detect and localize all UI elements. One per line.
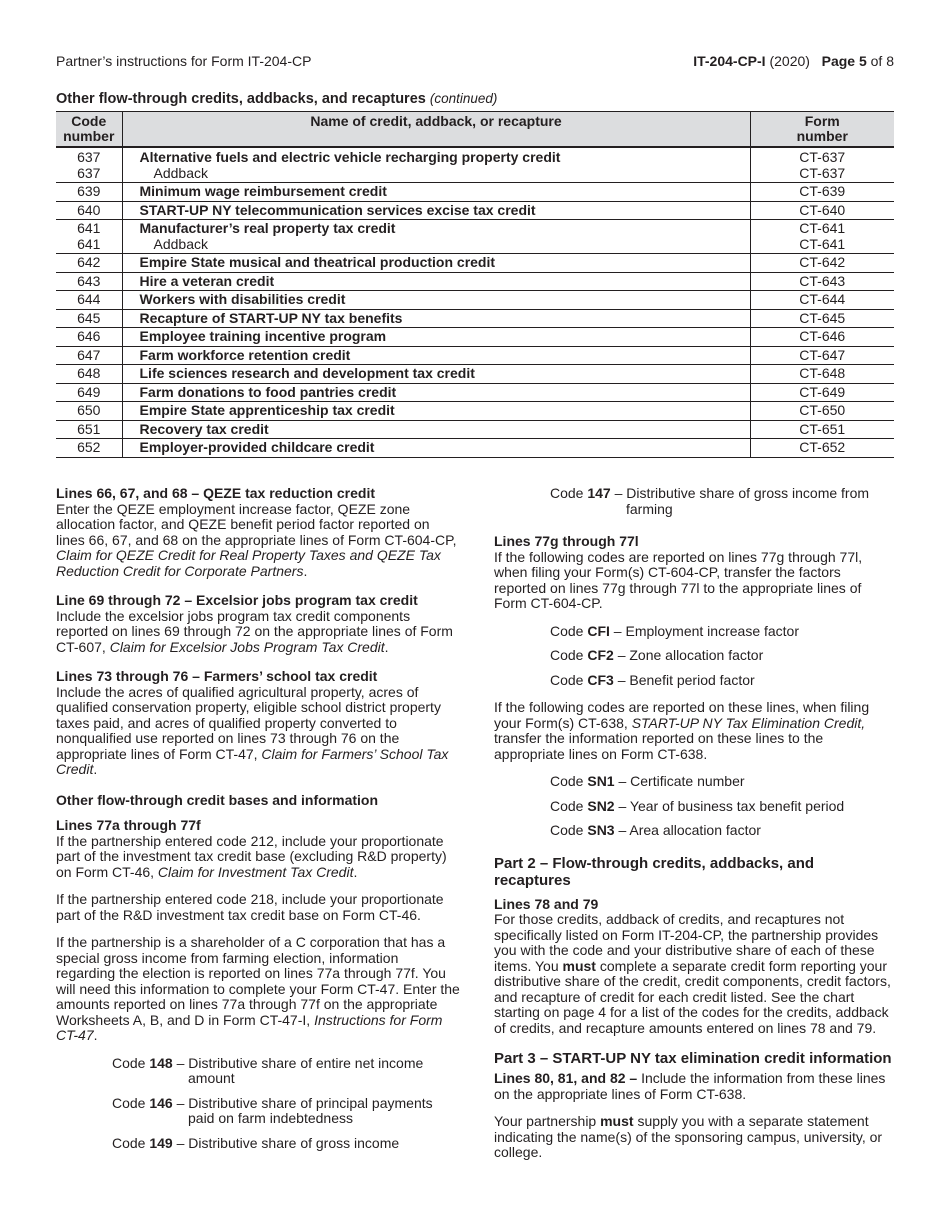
table-row — [56, 272, 894, 291]
code-cell: 645 — [56, 309, 122, 328]
col-header-code: Code number — [56, 112, 122, 148]
name-cell: Recovery tax credit — [122, 420, 750, 439]
part2-heading: Part 2 – Flow-through credits, addbacks, and recaptures — [494, 854, 815, 889]
header-page: Page 5 — [821, 53, 867, 69]
header-form-code: IT-204-CP-I — [693, 53, 766, 69]
code-item: Code 149 – Distributive share of gross income — [112, 1134, 400, 1151]
lines77g-heading: Lines 77g through 77l — [494, 533, 639, 549]
table-row — [56, 328, 894, 347]
other-heading: Other flow-through credit bases and information — [56, 791, 379, 808]
part3-heading: Part 3 – START-UP NY tax elimination credit information — [494, 1050, 892, 1067]
lines77g-paragraph: If the following codes are reported on lines 77g through 77l, when filing your Form(s) CT-604-CP, transfer the factors reported on lines 77g through 77l to the appropriate lines of Form CT-604-CP. — [494, 548, 863, 611]
code-cell: 649 — [56, 383, 122, 402]
code212-paragraph: If the partnership entered code 212, include your proportionate part of the investment tax credit base (excluding R&D property) on Form CT-46, Claim for Investment Tax Credit. — [56, 832, 447, 880]
code-cell: 644 — [56, 291, 122, 310]
form-cell: CT-639 — [750, 183, 894, 202]
table-row — [56, 402, 894, 421]
code-cell: 642 — [56, 254, 122, 273]
left-column — [56, 486, 461, 1160]
code-item: Code 146 – Distributive share of principal payments paid on farm indebtedness — [112, 1094, 433, 1126]
statement-paragraph: Your partnership must supply you with a separate statement indicating the name(s) of the sponsoring campus, university, or college. — [494, 1113, 883, 1160]
code-cell: 652 — [56, 439, 122, 458]
farm-code-list — [112, 1056, 461, 1152]
form-cell: CT-652 — [750, 439, 894, 458]
startup-paragraph: If the following codes are reported on these lines, when filing your Form(s) CT-638, START-UP NY Tax Elimination Credit, transfer the information reported on these lines to the appropriate lines on Form CT-638. — [494, 699, 870, 762]
lines78-paragraph: For those credits, addback of credits, and recaptures not specifically listed on Form IT-204-CP, the partnership provides you with the code and your distributive share of each of these items. You must complete a separate credit form reporting your distributive share of the credit, credit components, credit factors, and recapture of credit for each credit listed. See the chart starting on page 4 for a list of the codes for the credits, addback of credits, and recapture amounts entered on lines 78 and 79. — [494, 911, 891, 1036]
factor-code-item: Code CFI – Employment increase factor — [550, 622, 800, 639]
lines77a-heading: Lines 77a through 77f — [56, 817, 201, 833]
name-cell: Employee training incentive program — [122, 328, 750, 347]
table-row — [56, 291, 894, 310]
form-cell: CT-645 — [750, 309, 894, 328]
table-row — [56, 254, 894, 273]
name-cell: Empire State musical and theatrical production credit — [122, 254, 750, 273]
code-cell: 650 — [56, 402, 122, 421]
code-cell: 643 — [56, 272, 122, 291]
name-cell: Employer-provided childcare credit — [122, 439, 750, 458]
table-section-title: Other flow-through credits, addbacks, and recaptures (continued) — [56, 91, 498, 107]
excelsior-heading: Line 69 through 72 – Excelsior jobs program tax credit — [56, 592, 418, 608]
code-cell: 647 — [56, 346, 122, 365]
code-cell: 641 641 — [56, 220, 122, 254]
name-cell: Farm donations to food pantries credit — [122, 383, 750, 402]
form-cell: CT-637 CT-637 — [750, 147, 894, 183]
form-cell: CT-641 CT-641 — [750, 220, 894, 254]
code-cell: 651 — [56, 420, 122, 439]
code-cell: 639 — [56, 183, 122, 202]
form-cell: CT-651 — [750, 420, 894, 439]
table-row — [56, 220, 894, 254]
form-cell: CT-647 — [750, 346, 894, 365]
table-header-row — [56, 112, 894, 148]
form-cell: CT-648 — [750, 365, 894, 384]
form-cell: CT-644 — [750, 291, 894, 310]
table-row — [56, 147, 894, 183]
form-cell: CT-649 — [750, 383, 894, 402]
col-header-name: Name of credit, addback, or recapture — [122, 112, 750, 148]
factor-code-item: Code CF3 – Benefit period factor — [550, 671, 755, 688]
header-year: (2020) — [769, 53, 810, 69]
lines80-paragraph: Lines 80, 81, and 82 – Include the information from these lines on the appropriate lines of Form CT-638. — [494, 1070, 886, 1102]
code218-paragraph: If the partnership entered code 218, include your proportionate part of the R&D investment tax credit base on Form CT-46. — [56, 891, 444, 923]
farmers-paragraph: Include the acres of qualified agricultural property, acres of qualified conservation property, eligible school district property taxes paid, and acres of qualified property converted to nonqualified use reported on lines 73 through 76 on the appropriate lines of Form CT-47, Claim for Farmers’ School Tax Credit. — [56, 683, 449, 777]
code-item: Code 148 – Distributive share of entire net income amount — [112, 1054, 424, 1086]
name-cell: Life sciences research and development tax credit — [122, 365, 750, 384]
name-cell: Alternative fuels and electric vehicle recharging property credit Addback — [122, 147, 750, 183]
table-row — [56, 439, 894, 458]
form-cell: CT-640 — [750, 201, 894, 220]
title-suffix: (continued) — [429, 91, 498, 106]
col-header-form: Form number — [750, 112, 894, 148]
table-row — [56, 365, 894, 384]
form-cell: CT-650 — [750, 402, 894, 421]
factor-code-item: Code CF2 – Zone allocation factor — [550, 647, 764, 663]
qeze-paragraph: Enter the QEZE employment increase factor, QEZE zone allocation factor, and QEZE benefit period factor reported on lines 66, 67, and 68 on the appropriate lines of Form CT-604-CP, Claim for QEZE Credit for Real Property Taxes and QEZE Tax Reduction Credit for Corporate Partners. — [56, 500, 457, 579]
sn-code-item: Code SN1 – Certificate number — [550, 773, 745, 789]
name-cell: Farm workforce retention credit — [122, 346, 750, 365]
table-row — [56, 309, 894, 328]
form-cell: CT-642 — [750, 254, 894, 273]
code-cell: 648 — [56, 365, 122, 384]
code147-item: Code 147 – Distributive share of gross income from farming — [550, 485, 870, 517]
sn-code-item: Code SN3 – Area allocation factor — [550, 822, 761, 838]
right-column — [494, 486, 894, 1173]
header-left: Partner’s instructions for Form IT-204-CP — [56, 53, 312, 69]
excelsior-paragraph: Include the excelsior jobs program tax credit components reported on lines 69 through 72 on the appropriate lines of Form CT-607, Claim for Excelsior Jobs Program Tax Credit. — [56, 607, 453, 655]
table-row — [56, 183, 894, 202]
name-cell: Hire a veteran credit — [122, 272, 750, 291]
form-cell: CT-646 — [750, 328, 894, 347]
name-cell: Manufacturer’s real property tax credit Addback — [122, 220, 750, 254]
name-cell: Recapture of START-UP NY tax benefits — [122, 309, 750, 328]
qeze-heading: Lines 66, 67, and 68 – QEZE tax reduction credit — [56, 485, 375, 501]
form-cell: CT-643 — [750, 272, 894, 291]
name-cell: Workers with disabilities credit — [122, 291, 750, 310]
lines78-heading: Lines 78 and 79 — [494, 895, 599, 912]
name-cell: Minimum wage reimbursement credit — [122, 183, 750, 202]
credits-table — [56, 111, 894, 458]
code-cell: 637 637 — [56, 147, 122, 183]
farming-paragraph: If the partnership is a shareholder of a C corporation that has a special gross income from farming election, information regarding the election is reported on lines 77a through 77f. You will need this information to complete your Form CT-47. Enter the amounts reported on lines 77a through 77f on the appropriate Worksheets A, B, and D in Form CT-47-I, Instructions for Form CT-47. — [56, 934, 460, 1043]
page-header — [56, 54, 894, 70]
farmers-heading: Lines 73 through 76 – Farmers’ school tax credit — [56, 668, 378, 684]
table-row — [56, 383, 894, 402]
table-row — [56, 346, 894, 365]
header-of-total: of 8 — [870, 53, 894, 69]
name-cell: START-UP NY telecommunication services excise tax credit — [122, 201, 750, 220]
code-cell: 640 — [56, 201, 122, 220]
table-row — [56, 201, 894, 220]
header-right — [693, 54, 894, 70]
sn-code-item: Code SN2 – Year of business tax benefit period — [550, 797, 845, 814]
code-cell: 646 — [56, 328, 122, 347]
table-row — [56, 420, 894, 439]
name-cell: Empire State apprenticeship tax credit — [122, 402, 750, 421]
